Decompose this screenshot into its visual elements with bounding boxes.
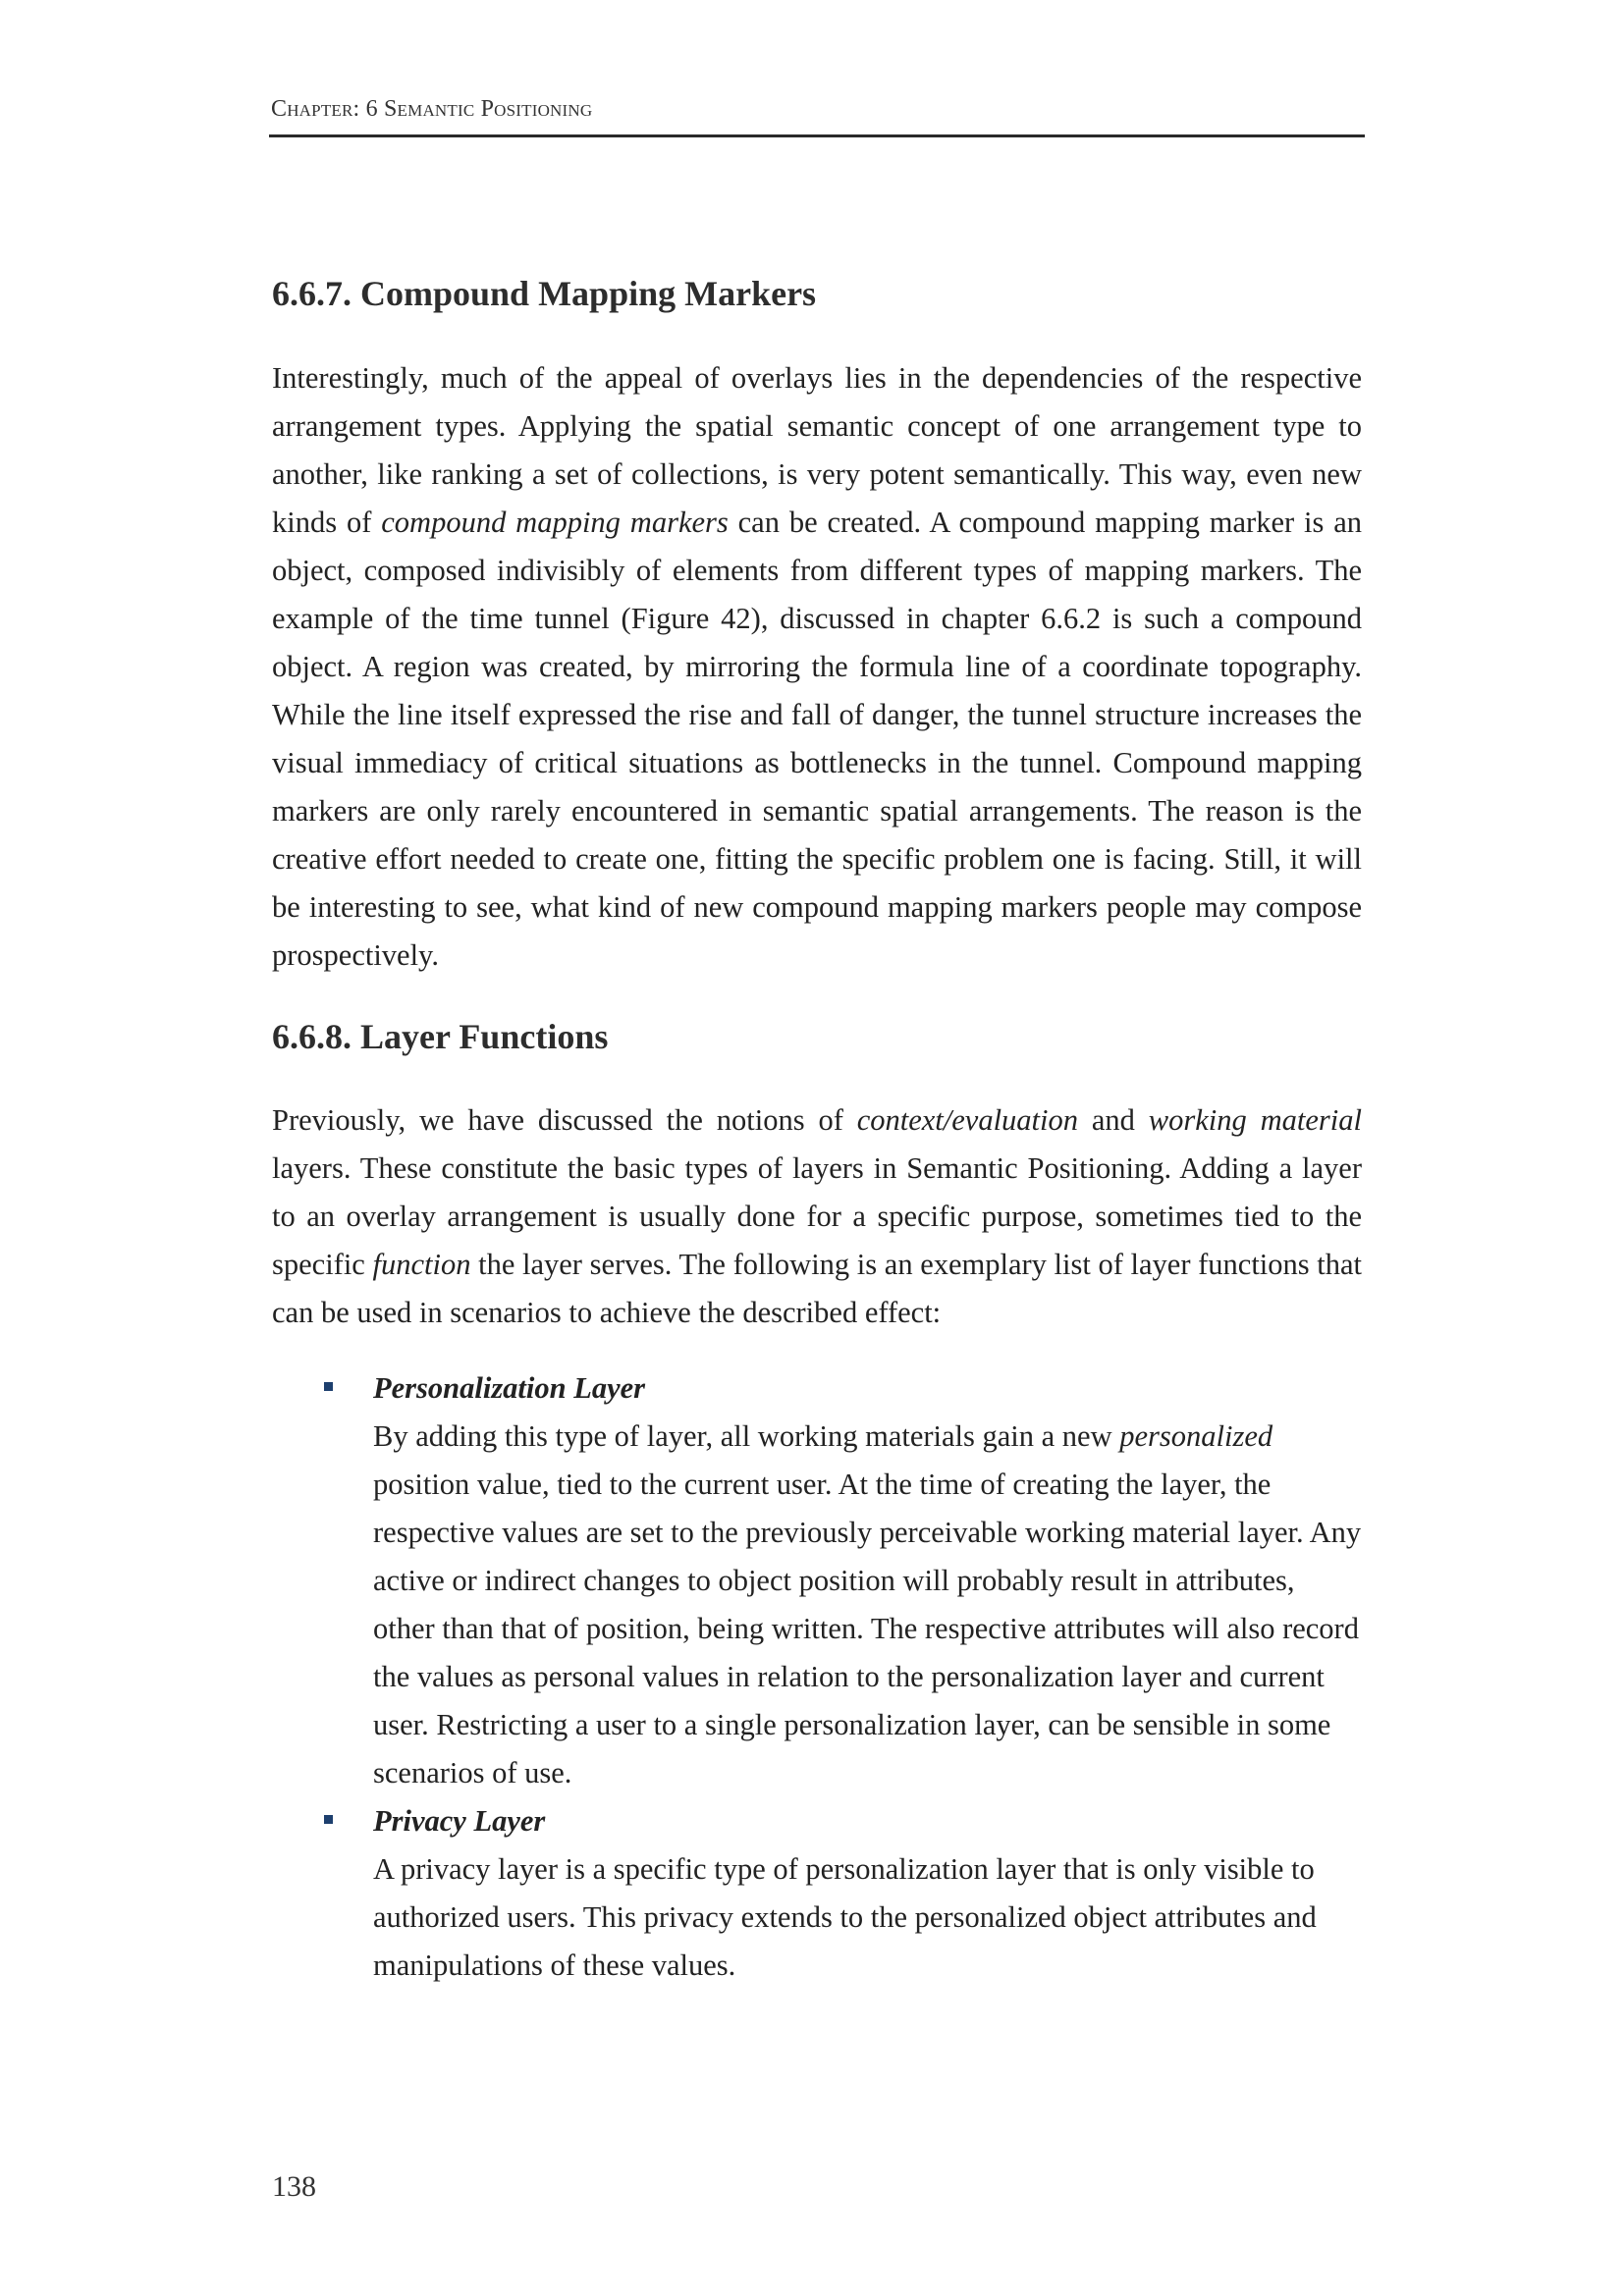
paragraph-layer-functions [272,1096,1362,1337]
list-item-body [373,1413,1362,1797]
paragraph-text: and [1078,1103,1149,1137]
list-item-title: Privacy Layer [373,1804,546,1838]
section-title-layer-functions: 6.6.8. Layer Functions [272,1017,609,1056]
running-header-title: Chapter: 6 Semantic Positioning [271,96,593,122]
paragraph-text: Previously, we have discussed the notions of [272,1103,857,1137]
paragraph-compound-mapping-markers [272,354,1362,980]
list-item-privacy-layer [272,1797,1362,1990]
list-item-title: Personalization Layer [373,1371,646,1405]
list-item-personalization-layer [272,1364,1362,1797]
paragraph-text: layers. These constitute the basic types of layers in Semantic Positioning. Adding a layer to an overlay arrangement is usually done for a specific purpose, sometimes tied to the specific [272,1151,1362,1281]
square-bullet-icon [324,1815,333,1824]
running-header [269,94,1365,137]
paragraph-text: can be created. A compound mapping marker is an object, composed indivisibly of elements from different types of mapping markers. The example of the time tunnel (Figure 42), discussed in chapter 6.6.2 is such a compound object. A region was created, by mirroring the formula line of a coordinate topography. While the line itself expressed the rise and fall of danger, the tunnel structure increases the visual immediacy of critical situations as bottlenecks in the tunnel. Compound mapping markers are only rarely encountered in semantic spatial arrangements. The reason is the creative effort needed to create one, fitting the specific problem one is facing. Still, it will be interesting to see, what kind of new compound mapping markers people may compose prospectively. [272,506,1363,972]
square-bullet-icon [324,1382,333,1391]
list-item-text: By adding this type of layer, all working materials gain a new [373,1419,1120,1453]
emphasis-term: context/evaluation [856,1103,1078,1137]
list-item-body: A privacy layer is a specific type of personalization layer that is only visible to authorized users. This privacy extends to the personalized object attributes and manipulations of these values. [373,1852,1317,1982]
page-number: 138 [272,2170,316,2203]
paragraph-text: Interestingly, much of the appeal of overlays lies in the dependencies of the respective arrangement types. Applying the spatial semantic concept of one arrangement type to another, like ranking a set of collections, is very potent semantically. This way, even new kinds of [272,361,1362,539]
emphasis-term: compound mapping markers [381,506,729,539]
emphasis-term: working material [1148,1103,1362,1137]
list-item-text: position value, tied to the current user. At the time of creating the layer, the respective values are set to the previously perceivable working material layer. Any active or indirect changes to object position will probably result in attributes, other than that of position, being written. The respective attributes will also record the values as personal values in relation to the personalization layer and current user. Restricting a user to a single personalization layer, can be sensible in some scenarios of use. [373,1468,1362,1789]
emphasis-term: personalized [1119,1419,1273,1453]
section-title-compound-mapping-markers: 6.6.7. Compound Mapping Markers [272,274,817,313]
layer-function-list [272,1364,1362,1990]
paragraph-text: the layer serves. The following is an exemplary list of layer functions that can be used in scenarios to achieve the described effect: [272,1248,1363,1329]
emphasis-term: function [372,1248,471,1281]
